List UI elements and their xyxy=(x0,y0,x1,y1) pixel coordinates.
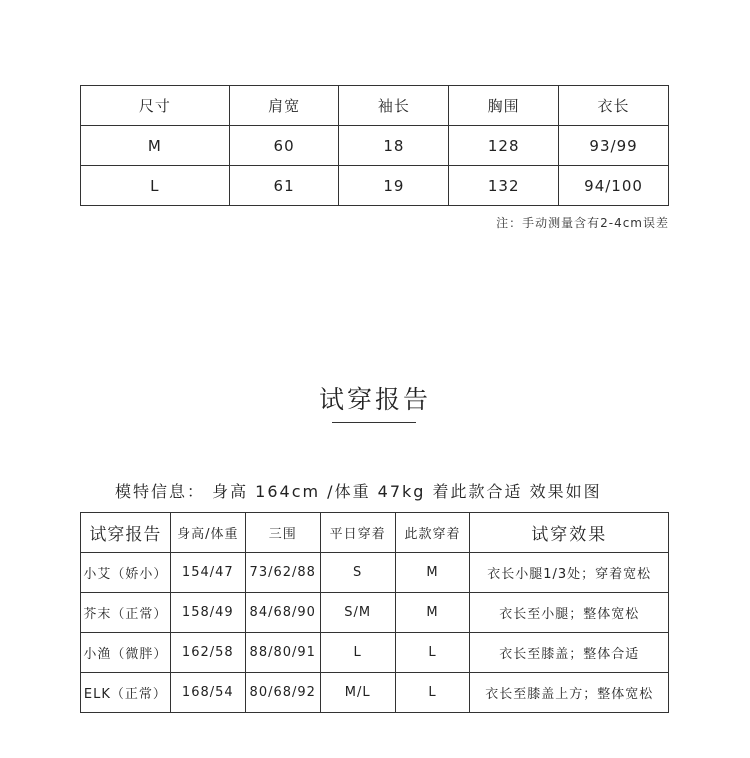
size-header-length: 衣长 xyxy=(559,86,669,126)
title-underline xyxy=(332,422,416,423)
try-cell: 158/49 xyxy=(170,593,245,633)
size-cell: 60 xyxy=(229,126,339,166)
try-cell: 衣长至膝盖上方；整体宽松 xyxy=(470,673,669,713)
try-cell: 80/68/92 xyxy=(245,673,320,713)
size-header-shoulder: 肩宽 xyxy=(229,86,339,126)
size-table-row xyxy=(81,126,669,166)
try-cell: 88/80/91 xyxy=(245,633,320,673)
try-cell: 小艾（娇小） xyxy=(81,553,171,593)
try-table-row xyxy=(81,553,669,593)
size-cell: 94/100 xyxy=(559,166,669,206)
try-cell: 84/68/90 xyxy=(245,593,320,633)
size-cell: 19 xyxy=(339,166,449,206)
try-cell: M/L xyxy=(320,673,395,713)
size-cell: 132 xyxy=(449,166,559,206)
try-header-report: 试穿报告 xyxy=(81,513,171,553)
try-cell: M xyxy=(395,553,470,593)
try-cell: L xyxy=(320,633,395,673)
measurement-note: 注：手动测量含有2-4cm误差 xyxy=(496,216,669,230)
size-cell: 93/99 xyxy=(559,126,669,166)
try-cell: 衣长小腿1/3处；穿着宽松 xyxy=(470,553,669,593)
size-cell: 61 xyxy=(229,166,339,206)
try-cell: S/M xyxy=(320,593,395,633)
model-info: 模特信息： 身高 164cm /体重 47kg 着此款合适 效果如图 xyxy=(115,482,602,501)
try-header-usual-size: 平日穿着 xyxy=(320,513,395,553)
size-cell: 128 xyxy=(449,126,559,166)
try-header-effect: 试穿效果 xyxy=(470,513,669,553)
size-header-sleeve: 袖长 xyxy=(339,86,449,126)
size-chart-table xyxy=(80,85,669,206)
try-table-row xyxy=(81,633,669,673)
try-table-row xyxy=(81,593,669,633)
try-cell: 衣长至膝盖；整体合适 xyxy=(470,633,669,673)
try-table-header-row xyxy=(81,513,669,553)
size-cell: M xyxy=(81,126,230,166)
size-header-size: 尺寸 xyxy=(81,86,230,126)
size-header-chest: 胸围 xyxy=(449,86,559,126)
fitting-report-table xyxy=(80,512,669,713)
try-cell: 73/62/88 xyxy=(245,553,320,593)
size-cell: 18 xyxy=(339,126,449,166)
size-table-row xyxy=(81,166,669,206)
size-cell: L xyxy=(81,166,230,206)
try-cell: 衣长至小腿；整体宽松 xyxy=(470,593,669,633)
try-cell: 小渔（微胖） xyxy=(81,633,171,673)
try-cell: 154/47 xyxy=(170,553,245,593)
try-cell: M xyxy=(395,593,470,633)
try-cell: L xyxy=(395,673,470,713)
try-header-this-size: 此款穿着 xyxy=(395,513,470,553)
try-header-measurements: 三围 xyxy=(245,513,320,553)
try-cell: ELK（正常） xyxy=(81,673,171,713)
section-title: 试穿报告 xyxy=(318,385,431,414)
try-cell: L xyxy=(395,633,470,673)
try-cell: S xyxy=(320,553,395,593)
try-header-height-weight: 身高/体重 xyxy=(170,513,245,553)
try-cell: 芥末（正常） xyxy=(81,593,171,633)
try-table-row xyxy=(81,673,669,713)
try-cell: 162/58 xyxy=(170,633,245,673)
try-cell: 168/54 xyxy=(170,673,245,713)
size-table-header-row xyxy=(81,86,669,126)
